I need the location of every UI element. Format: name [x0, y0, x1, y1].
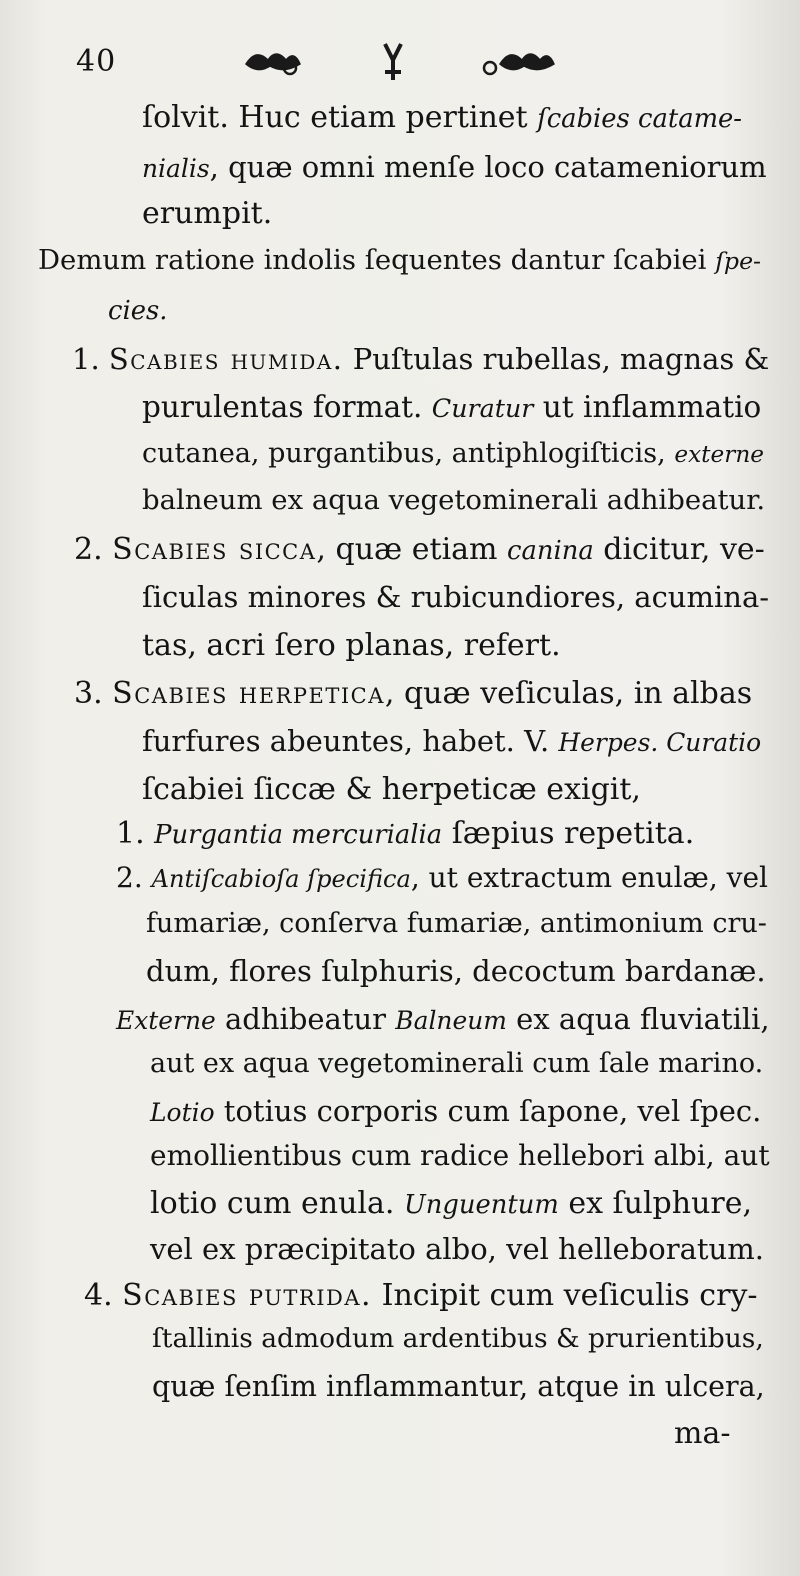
- text-run: erumpit.: [142, 196, 273, 231]
- text-line: [146, 952, 766, 990]
- text-run: ut inflammatio: [533, 390, 762, 424]
- text-run: emollientibus cum radice hellebori albi, aut: [150, 1139, 770, 1172]
- text-line: [152, 1368, 765, 1406]
- text-line: [142, 436, 764, 472]
- species-heading: [84, 1276, 758, 1316]
- italic-term: Balneum: [395, 1006, 507, 1035]
- species-heading: [74, 530, 765, 570]
- italic-term: Antiſcabioſa ſpecifica: [151, 865, 411, 893]
- italic-term: canina: [507, 536, 594, 566]
- text-run: dicitur, ve-: [593, 532, 765, 567]
- text-run: cutanea, purgantibus, antiphlogiſticis,: [142, 438, 675, 469]
- text-run: ex aqua fluviatili,: [506, 1002, 770, 1036]
- text-run: vel ex præcipitato albo, vel helleboratum.: [150, 1232, 764, 1266]
- species-name: Scabies sicca: [112, 532, 317, 567]
- text-run: balneum ex aqua vegetominerali adhibeatur.: [142, 484, 766, 516]
- italic-term: ſcabies catame-: [537, 104, 743, 134]
- text-run: totius corporis cum ſapone, vel ſpec.: [214, 1094, 762, 1128]
- sub-item: [116, 814, 694, 854]
- sub-item: [116, 860, 768, 897]
- text-line: [150, 1184, 752, 1224]
- italic-term: externe: [674, 441, 765, 468]
- page-number: 40: [76, 44, 117, 79]
- italic-term: Externe: [116, 1006, 216, 1035]
- item-number: 4.: [84, 1278, 113, 1313]
- text-line: [142, 722, 761, 760]
- text-run: , quæ veſiculas, in albas: [384, 676, 753, 711]
- item-number: 1.: [72, 342, 100, 376]
- text-line: [142, 98, 742, 138]
- text-run: adhibeatur: [215, 1002, 396, 1036]
- text-run: ſolvit. Huc etiam pertinet: [142, 100, 538, 135]
- text-line: [142, 194, 272, 234]
- text-line: [38, 242, 761, 278]
- catchword: [674, 1414, 730, 1454]
- item-number: 2.: [116, 861, 143, 894]
- text-line: [142, 482, 765, 518]
- text-run: ſcabiei ſiccæ & herpeticæ exigit,: [142, 772, 641, 807]
- text-line: [150, 1046, 763, 1082]
- text-run: tas, acri ſero planas, refert.: [142, 628, 561, 663]
- text-line: [142, 770, 641, 810]
- text-run: purulentas format.: [142, 390, 432, 424]
- text-run: Puſtulas rubellas, magnas &: [343, 342, 770, 376]
- item-number: 3.: [74, 676, 103, 711]
- text-run: lotio cum enula.: [150, 1186, 404, 1221]
- text-line: [150, 1230, 764, 1268]
- species-name: Scabies herpetica: [112, 676, 385, 711]
- text-line: [152, 1322, 764, 1357]
- text-run: aut ex aqua vegetominerali cum ſale marino.: [150, 1048, 764, 1079]
- text-run: ſæpius repetita.: [442, 816, 695, 851]
- species-heading: [74, 674, 752, 714]
- text-line: [150, 1092, 761, 1130]
- text-run: ſtallinis admodum ardentibus & prurientibus,: [152, 1323, 764, 1354]
- text-line: [142, 148, 767, 186]
- text-run: , quæ etiam: [316, 532, 508, 567]
- italic-term: Curatur: [431, 393, 534, 423]
- text-run: ex ſulphure,: [558, 1186, 753, 1221]
- text-line: [142, 626, 561, 666]
- text-line: [108, 290, 167, 330]
- text-line: [150, 1138, 770, 1175]
- item-number: 2.: [74, 532, 103, 567]
- italic-term: Herpes.: [558, 728, 659, 757]
- text-line: [146, 906, 767, 942]
- text-run: furfures abeuntes, habet. V.: [142, 724, 559, 758]
- species-name: Scabies putrida.: [122, 1278, 373, 1313]
- italic-term: Purgantia mercurialia: [154, 820, 443, 850]
- italic-term: Unguentum: [403, 1190, 559, 1220]
- text-run: dum, flores ſulphuris, decoctum bardanæ.: [146, 954, 766, 988]
- text-run: Incipit cum veſiculis cry-: [372, 1278, 758, 1313]
- text-run: , ut extractum enulæ, vel: [410, 861, 768, 894]
- italic-term: Lotio: [150, 1098, 215, 1127]
- text-line: [142, 388, 761, 427]
- species-name: Scabies humida.: [108, 342, 344, 376]
- italic-term: cies.: [108, 296, 168, 326]
- text-run: ma-: [674, 1416, 731, 1451]
- text-line: [116, 1000, 770, 1038]
- italic-term: nialis: [142, 154, 210, 183]
- text-run: , quæ omni menſe loco catameniorum: [209, 150, 767, 184]
- species-heading: [72, 340, 769, 378]
- text-run: fumariæ, conſerva fumariæ, antimonium cru-: [146, 908, 767, 939]
- text-line: [142, 578, 769, 616]
- italic-term: Curatio: [658, 728, 762, 757]
- text-run: quæ ſenſim inflammantur, atque in ulcera,: [152, 1370, 765, 1403]
- text-run: Demum ratione indolis ſequentes dantur ſcabiei: [38, 244, 716, 276]
- text-run: ſiculas minores & rubicundiores, acumina-: [142, 580, 770, 614]
- item-number: 1.: [116, 816, 145, 851]
- italic-term: ſpe-: [715, 247, 762, 275]
